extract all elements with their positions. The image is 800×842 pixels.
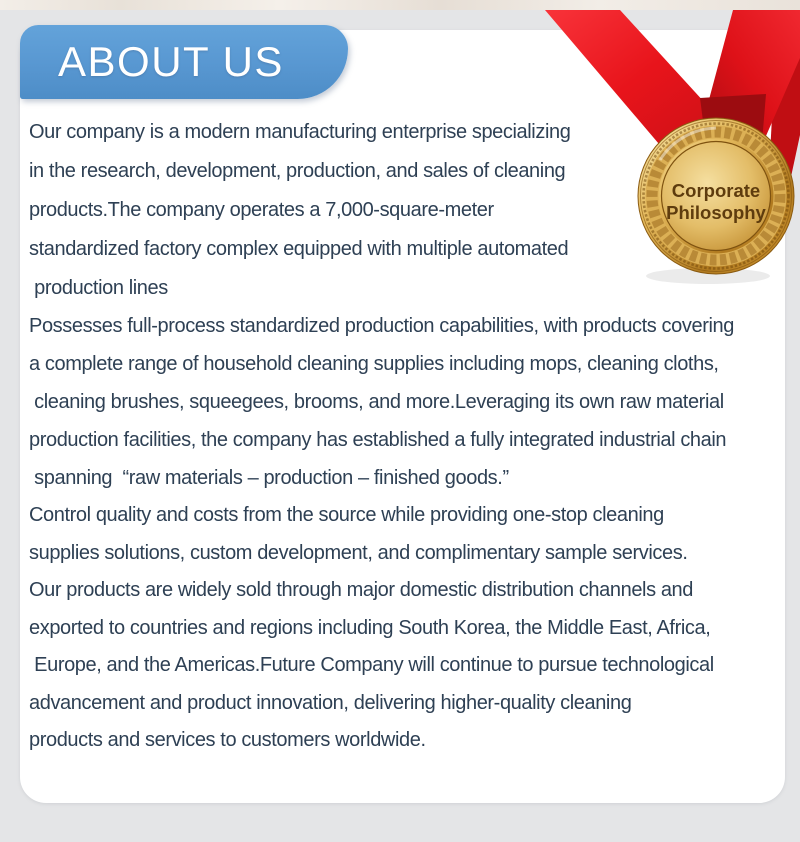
about-paragraph-3 — [29, 497, 714, 760]
text-line: supplies solutions, custom development, and complimentary sample services. — [29, 541, 688, 564]
text-line: in the research, development, production, and sales of cleaning — [29, 160, 566, 182]
award-medal — [540, 0, 800, 332]
about-banner — [20, 25, 348, 99]
text-line: Control quality and costs from the source while providing one-stop cleaning — [29, 504, 664, 526]
text-line: Our products are widely sold through major domestic distribution channels and — [29, 579, 694, 601]
text-line: production facilities, the company has established a fully integrated industrial chain — [29, 429, 727, 451]
text-line: standardized factory complex equipped with multiple automated — [29, 238, 569, 260]
medal-label-line2: Philosophy — [666, 202, 766, 223]
about-paragraph-1 — [29, 113, 570, 308]
medal-label-line1: Corporate — [671, 180, 761, 201]
text-line: cleaning brushes, squeegees, brooms, and more.Leveraging its own raw material — [29, 391, 724, 413]
text-line: production lines — [29, 277, 168, 299]
text-line: products and services to customers worldwide. — [29, 729, 426, 751]
text-line: products.The company operates a 7,000-square-meter — [29, 199, 494, 221]
text-line: advancement and product innovation, delivering higher-quality cleaning — [29, 691, 632, 714]
text-line: Our company is a modern manufacturing enterprise specializing — [29, 121, 571, 143]
text-line: a complete range of household cleaning supplies including mops, cleaning cloths, — [29, 353, 719, 375]
text-line: exported to countries and regions including South Korea, the Middle East, Africa, — [29, 616, 711, 639]
page-title: ABOUT US — [58, 38, 284, 85]
text-line: Europe, and the Americas.Future Company will continue to pursue technological — [29, 654, 714, 676]
text-line: Possesses full-process standardized production capabilities, with products covering — [29, 315, 734, 337]
text-line: spanning “raw materials – production – finished goods.” — [29, 467, 509, 489]
about-paragraph-2 — [29, 307, 734, 497]
